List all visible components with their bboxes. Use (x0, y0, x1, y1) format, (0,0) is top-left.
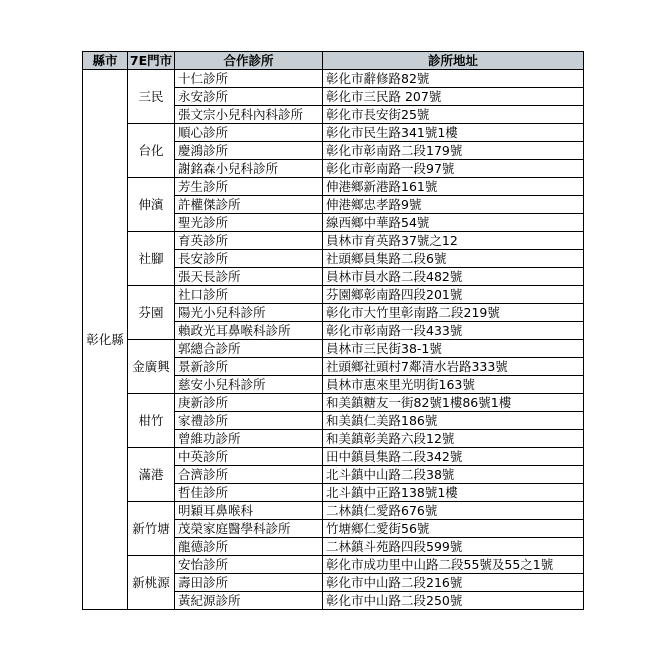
clinic-name-cell: 明穎耳鼻喉科 (175, 502, 323, 520)
clinic-name-cell: 張文宗小兒科內科診所 (175, 106, 323, 124)
clinic-name-cell: 壽田診所 (175, 574, 323, 592)
clinic-address-cell: 彰化市辭修路82號 (323, 70, 584, 88)
clinic-address-cell: 北斗鎮中山路二段38號 (323, 466, 584, 484)
clinic-address-cell: 彰化市彰南路一段433號 (323, 322, 584, 340)
store-cell: 台化 (128, 124, 175, 178)
clinic-address-cell: 彰化市彰南路二段179號 (323, 142, 584, 160)
clinic-address-cell: 員林市惠來里光明街163號 (323, 376, 584, 394)
store-cell: 三民 (128, 70, 175, 124)
clinic-address-cell: 彰化市大竹里彰南路二段219號 (323, 304, 584, 322)
clinic-address-cell: 社頭鄉社頭村7鄰清水岩路333號 (323, 358, 584, 376)
header-clinic: 合作診所 (175, 52, 323, 70)
clinic-address-cell: 和美鎮仁美路186號 (323, 412, 584, 430)
store-cell: 新竹塘 (128, 502, 175, 556)
table-row (83, 394, 584, 412)
store-cell: 伸濱 (128, 178, 175, 232)
clinic-address-cell: 芬園鄉彰南路四段201號 (323, 286, 584, 304)
store-cell: 柑竹 (128, 394, 175, 448)
store-cell: 金廣興 (128, 340, 175, 394)
clinic-name-cell: 永安診所 (175, 88, 323, 106)
clinic-name-cell: 聖光診所 (175, 214, 323, 232)
header-row (83, 52, 584, 70)
clinic-name-cell: 慶鴻診所 (175, 142, 323, 160)
table-row (83, 286, 584, 304)
table-row (83, 556, 584, 574)
clinic-name-cell: 長安診所 (175, 250, 323, 268)
clinic-name-cell: 茂榮家庭醫學科診所 (175, 520, 323, 538)
clinic-name-cell: 慈安小兒科診所 (175, 376, 323, 394)
clinic-address-cell: 田中鎮員集路二段342號 (323, 448, 584, 466)
table-row (83, 448, 584, 466)
clinic-table (82, 51, 584, 610)
clinic-address-cell: 和美鎮彰美路六段12號 (323, 430, 584, 448)
clinic-name-cell: 十仁診所 (175, 70, 323, 88)
clinic-name-cell: 景新診所 (175, 358, 323, 376)
clinic-address-cell: 北斗鎮中正路138號1樓 (323, 484, 584, 502)
table-row (83, 178, 584, 196)
clinic-address-cell: 彰化市中山路二段250號 (323, 592, 584, 610)
clinic-name-cell: 哲佳診所 (175, 484, 323, 502)
clinic-name-cell: 龍德診所 (175, 538, 323, 556)
table-row (83, 124, 584, 142)
clinic-name-cell: 家禮診所 (175, 412, 323, 430)
table-row (83, 502, 584, 520)
store-cell: 新桃源 (128, 556, 175, 610)
store-cell: 社腳 (128, 232, 175, 286)
table-row (83, 340, 584, 358)
clinic-name-cell: 合濟診所 (175, 466, 323, 484)
clinic-address-cell: 彰化市長安街25號 (323, 106, 584, 124)
clinic-name-cell: 中英診所 (175, 448, 323, 466)
table-body (83, 70, 584, 610)
clinic-address-cell: 伸港鄉新港路161號 (323, 178, 584, 196)
clinic-address-cell: 社頭鄉員集路二段6號 (323, 250, 584, 268)
clinic-name-cell: 曾維功診所 (175, 430, 323, 448)
clinic-name-cell: 安怡診所 (175, 556, 323, 574)
header-address: 診所地址 (323, 52, 584, 70)
clinic-address-cell: 員林市育英路37號之12 (323, 232, 584, 250)
clinic-address-cell: 彰化市成功里中山路二段55號及55之1號 (323, 556, 584, 574)
clinic-name-cell: 謝銘森小兒科診所 (175, 160, 323, 178)
clinic-name-cell: 張天長診所 (175, 268, 323, 286)
header-county: 縣市 (83, 52, 128, 70)
clinic-address-cell: 彰化市三民路 207號 (323, 88, 584, 106)
table-row (83, 70, 584, 88)
clinic-address-cell: 彰化市彰南路一段97號 (323, 160, 584, 178)
clinic-address-cell: 線西鄉中華路54號 (323, 214, 584, 232)
store-cell: 滿港 (128, 448, 175, 502)
clinic-address-cell: 二林鎮仁愛路676號 (323, 502, 584, 520)
clinic-address-cell: 彰化市民生路341號1樓 (323, 124, 584, 142)
clinic-address-cell: 竹塘鄉仁愛街56號 (323, 520, 584, 538)
clinic-name-cell: 許權傑診所 (175, 196, 323, 214)
county-cell: 彰化縣 (83, 70, 128, 610)
clinic-name-cell: 陽光小兒科診所 (175, 304, 323, 322)
clinic-name-cell: 賴政光耳鼻喉科診所 (175, 322, 323, 340)
header-store: 7E門市 (128, 52, 175, 70)
clinic-address-cell: 員林市員水路二段482號 (323, 268, 584, 286)
clinic-name-cell: 育英診所 (175, 232, 323, 250)
clinic-address-cell: 彰化市中山路二段216號 (323, 574, 584, 592)
clinic-name-cell: 社口診所 (175, 286, 323, 304)
clinic-name-cell: 芳生診所 (175, 178, 323, 196)
table-row (83, 232, 584, 250)
clinic-address-cell: 員林市三民街38-1號 (323, 340, 584, 358)
clinic-address-cell: 伸港鄉忠孝路9號 (323, 196, 584, 214)
clinic-address-cell: 二林鎮斗苑路四段599號 (323, 538, 584, 556)
clinic-address-cell: 和美鎮糖友一街82號1樓86號1樓 (323, 394, 584, 412)
clinic-name-cell: 順心診所 (175, 124, 323, 142)
clinic-name-cell: 庚新診所 (175, 394, 323, 412)
clinic-name-cell: 黃紀源診所 (175, 592, 323, 610)
clinic-name-cell: 郭總合診所 (175, 340, 323, 358)
store-cell: 芬園 (128, 286, 175, 340)
